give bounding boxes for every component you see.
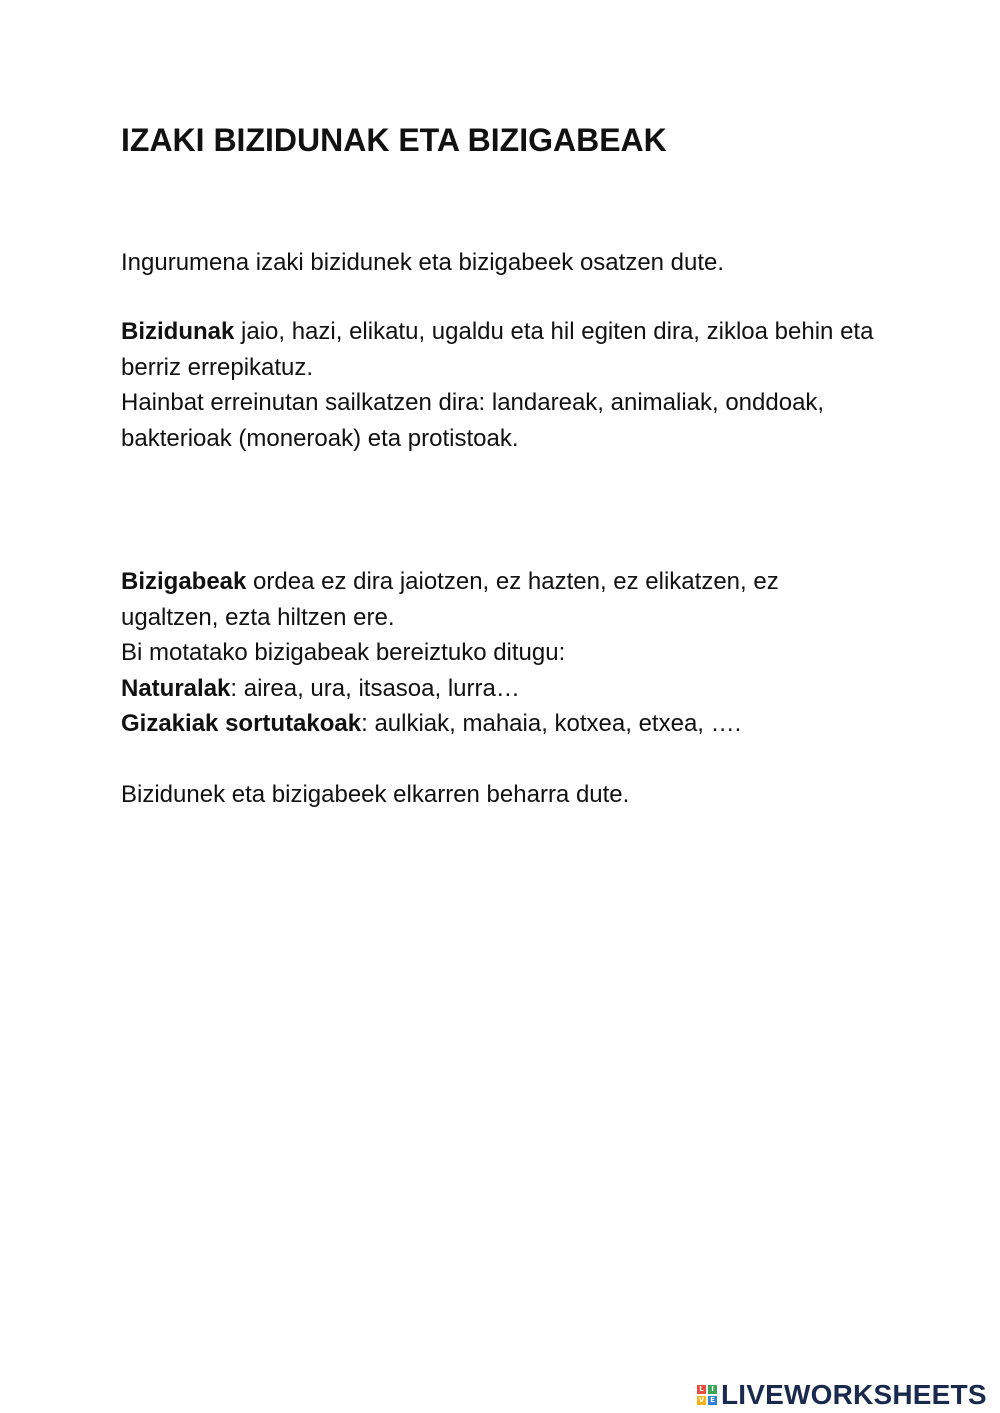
human-made-item [121,706,881,742]
intro-text: Ingurumena izaki bizidunek eta bizigabeek osatzen dute. [121,249,725,276]
living-classification: Hainbat erreinutan sailkatzen dira: landareak, animaliak, onddoak, bakterioak (moneroak) eta protistoak. [121,389,825,452]
closing-text: Bizidunek eta bizigabeek elkarren beharra dute. [121,781,630,808]
liveworksheets-logo-icon [697,1385,717,1405]
logo-mark-cell: I [708,1385,717,1394]
nonliving-definition [121,564,881,635]
nonliving-types-intro: Bi motatako bizigabeak bereiztuko ditugu: [121,639,566,666]
liveworksheets-logo-text: LIVEWORKSHEETS [721,1379,987,1410]
nonliving-section [121,564,881,742]
logo-mark-cell: V [698,1396,705,1404]
closing-paragraph [121,777,881,813]
nonliving-term: Bizigabeak [121,568,247,595]
human-made-term: Gizakiak sortutakoak [121,710,362,737]
nonliving-definition-text: ordea ez dira jaiotzen, ez hazten, ez elikatzen, ez ugaltzen, ezta hiltzen ere. [121,568,779,631]
living-beings-section [121,314,881,456]
natural-term: Naturalak [121,674,231,702]
logo-mark-cell: L [697,1385,706,1394]
human-made-examples: : aulkiak, mahaia, kotxea, etxea, …. [361,710,742,737]
living-term: Bizidunak [121,318,235,345]
natural-item [121,671,881,707]
natural-examples: : airea, ura, itsasoa, lurra… [230,674,520,702]
living-definition-text: jaio, hazi, elikatu, ugaldu eta hil egiten dira, zikloa behin eta berriz errepikatuz. [121,318,874,381]
logo-mark-cell: E [708,1396,717,1405]
intro-paragraph [121,245,881,281]
page-title: IZAKI BIZIDUNAK ETA BIZIGABEAK [121,122,667,158]
liveworksheets-logo [697,1378,987,1412]
living-definition [121,314,881,385]
